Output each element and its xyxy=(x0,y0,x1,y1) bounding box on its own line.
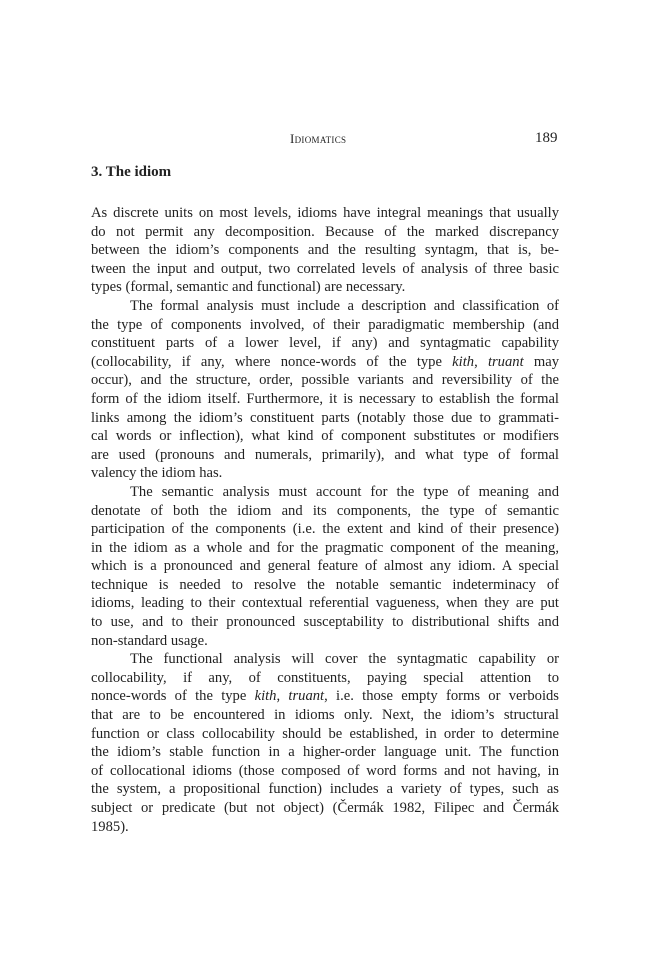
text-line: types (formal, semantic and functional) are necessary. xyxy=(91,279,406,296)
text-line: The formal analysis must include a description and classification of xyxy=(130,297,559,314)
text-line: participation of the components (i.e. the extent and kind of their presence) xyxy=(91,521,559,538)
text-line: tween the input and output, two correlated levels of analysis of three basic xyxy=(91,260,559,277)
text-line: valency the idiom has. xyxy=(91,465,223,482)
text-line: constituent parts of a lower level, if any) and syntagmatic capability xyxy=(91,335,559,352)
text-line: do not permit any decomposition. Because of the marked discrepancy xyxy=(91,223,559,240)
italic-term: kith xyxy=(452,353,475,370)
text-line: cal words or inflection), what kind of component substitutes or modifiers xyxy=(91,428,559,445)
text-line: the idiom’s stable function in a higher-order language unit. The function xyxy=(91,744,559,761)
text-line: of collocational idioms (those composed of word forms and not having, in xyxy=(91,762,559,779)
text-line: non-standard usage. xyxy=(91,632,208,649)
paragraph-formal-analysis xyxy=(91,297,559,483)
italic-term: truant xyxy=(487,353,524,370)
text-line: 1985). xyxy=(91,818,129,835)
page-number: 189 xyxy=(535,130,558,146)
paragraph-functional-analysis xyxy=(91,650,559,836)
text-line: that are to be encountered in idioms only. Next, the idiom’s structural xyxy=(91,707,559,724)
text-line: occur), and the structure, order, possible variants and reversibility of the xyxy=(91,372,559,389)
text-line: The functional analysis will cover the syntagmatic capability or xyxy=(130,651,559,668)
paragraph-semantic-analysis xyxy=(91,483,559,650)
text-line: the type of components involved, of their paradigmatic membership (and xyxy=(91,316,559,333)
text-line: are used (pronouns and numerals, primarily), and what type of formal xyxy=(91,446,559,463)
text-line: collocability, if any, of constituents, paying special attention to xyxy=(91,669,559,686)
text-line: The semantic analysis must account for the type of meaning and xyxy=(130,483,559,500)
text-line: subject or predicate (but not object) (Čermák 1982, Filipec and Čermák xyxy=(91,800,559,816)
text-line: the system, a propositional function) includes a variety of types, such as xyxy=(91,781,559,798)
text-line: which is a pronounced and general feature of almost any idiom. A special xyxy=(91,558,559,575)
text-line: links among the idiom’s constituent parts (notably those due to grammati- xyxy=(91,409,559,426)
section-heading: 3. The idiom xyxy=(91,164,172,180)
italic-term: kith xyxy=(254,688,277,705)
text-line: between the idiom’s components and the resulting syntagm, that is, be- xyxy=(91,242,559,259)
text-line: idioms, leading to their contextual referential vagueness, when they are put xyxy=(91,595,559,612)
paragraph-intro xyxy=(91,204,559,297)
text-line: nonce-words of the type kith, truant, i.e. those empty forms or verboids xyxy=(91,688,559,705)
text-line: to use, and to their pronounced susceptability to distributional shifts and xyxy=(91,614,559,631)
text-line: technique is needed to resolve the notable semantic indeterminacy of xyxy=(91,576,559,593)
text-line: in the idiom as a whole and for the pragmatic component of the meaning, xyxy=(91,539,559,556)
text-line: (collocability, if any, where nonce-words of the type kith, truant may xyxy=(91,353,559,370)
text-line: As discrete units on most levels, idioms have integral meanings that usually xyxy=(91,205,559,221)
running-head: Idiomatics xyxy=(290,131,347,146)
italic-term: truant xyxy=(288,688,325,705)
text-line: denotate of both the idiom and its components, the type of semantic xyxy=(91,502,559,519)
text-line: function or class collocability should be established, in order to determine xyxy=(91,725,559,742)
text-line: form of the idiom itself. Furthermore, it is necessary to establish the formal xyxy=(91,390,559,407)
body-text xyxy=(91,204,559,836)
